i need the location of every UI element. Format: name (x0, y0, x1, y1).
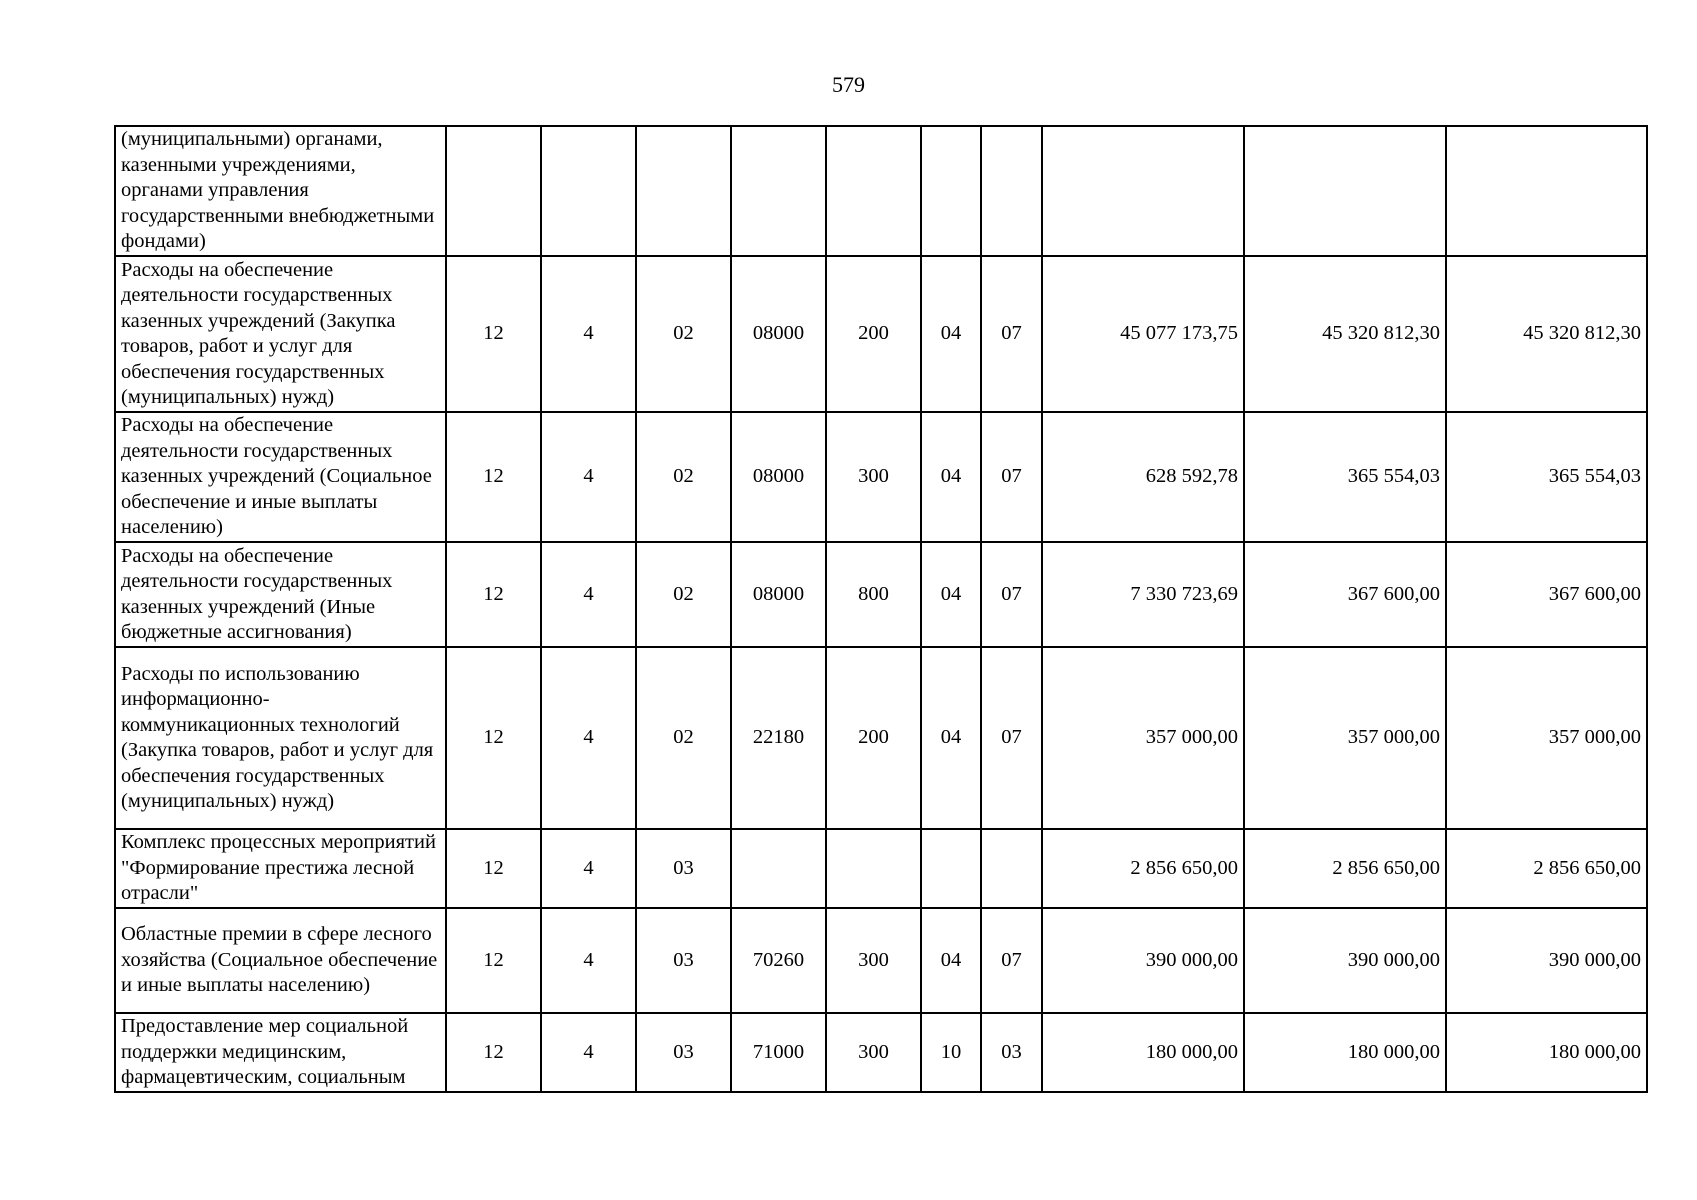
row-description: Областные премии в сфере лесного хозяйства (Социальное обеспечение и иные выплаты населению) (115, 908, 446, 1013)
table-row (115, 126, 1647, 256)
code-cell: 200 (826, 647, 921, 829)
table-row (115, 829, 1647, 908)
code-cell: 03 (636, 908, 731, 1013)
code-cell: 12 (446, 1013, 541, 1092)
code-cell: 08000 (731, 256, 826, 412)
code-cell (446, 126, 541, 256)
code-cell: 02 (636, 647, 731, 829)
amount-cell (1446, 126, 1647, 256)
amount-cell: 390 000,00 (1244, 908, 1446, 1013)
code-cell: 4 (541, 1013, 636, 1092)
amount-cell: 365 554,03 (1244, 412, 1446, 542)
row-description: Расходы на обеспечение деятельности государственных казенных учреждений (Иные бюджетные ассигнования) (115, 542, 446, 647)
amount-cell: 45 077 173,75 (1042, 256, 1244, 412)
code-cell: 02 (636, 542, 731, 647)
code-cell (636, 126, 731, 256)
row-description: Расходы на обеспечение деятельности государственных казенных учреждений (Социальное обеспечение и иные выплаты населению) (115, 412, 446, 542)
code-cell: 04 (921, 647, 981, 829)
amount-cell: 357 000,00 (1446, 647, 1647, 829)
amount-cell: 180 000,00 (1042, 1013, 1244, 1092)
code-cell: 12 (446, 647, 541, 829)
code-cell: 22180 (731, 647, 826, 829)
code-cell (826, 126, 921, 256)
amount-cell: 390 000,00 (1042, 908, 1244, 1013)
code-cell: 4 (541, 542, 636, 647)
amount-cell: 2 856 650,00 (1446, 829, 1647, 908)
code-cell: 04 (921, 412, 981, 542)
amount-cell: 45 320 812,30 (1446, 256, 1647, 412)
amount-cell (1244, 126, 1446, 256)
code-cell (981, 126, 1042, 256)
code-cell: 4 (541, 256, 636, 412)
code-cell (981, 829, 1042, 908)
code-cell: 03 (981, 1013, 1042, 1092)
code-cell: 200 (826, 256, 921, 412)
code-cell: 300 (826, 1013, 921, 1092)
code-cell: 04 (921, 542, 981, 647)
row-description: Комплекс процессных мероприятий "Формирование престижа лесной отрасли" (115, 829, 446, 908)
code-cell: 10 (921, 1013, 981, 1092)
code-cell: 07 (981, 908, 1042, 1013)
code-cell: 12 (446, 908, 541, 1013)
code-cell: 300 (826, 412, 921, 542)
code-cell (731, 126, 826, 256)
table-row (115, 1013, 1647, 1092)
page-number: 579 (832, 72, 865, 97)
amount-cell: 180 000,00 (1446, 1013, 1647, 1092)
amount-cell: 367 600,00 (1244, 542, 1446, 647)
table-row (115, 256, 1647, 412)
amount-cell: 180 000,00 (1244, 1013, 1446, 1092)
code-cell: 07 (981, 256, 1042, 412)
budget-table (114, 125, 1648, 1093)
code-cell: 4 (541, 908, 636, 1013)
code-cell: 12 (446, 542, 541, 647)
code-cell: 07 (981, 542, 1042, 647)
code-cell: 71000 (731, 1013, 826, 1092)
code-cell: 07 (981, 647, 1042, 829)
table-row (115, 908, 1647, 1013)
amount-cell: 2 856 650,00 (1244, 829, 1446, 908)
code-cell: 800 (826, 542, 921, 647)
code-cell: 12 (446, 256, 541, 412)
code-cell: 02 (636, 412, 731, 542)
row-description: Расходы по использованию информационно-коммуникационных технологий (Закупка товаров, работ и услуг для обеспечения государственных (муниципальных) нужд) (115, 647, 446, 829)
code-cell (731, 829, 826, 908)
table-row (115, 412, 1647, 542)
row-description: (муниципальными) органами, казенными учреждениями, органами управления государственными внебюджетными фондами) (115, 126, 446, 256)
row-description: Расходы на обеспечение деятельности государственных казенных учреждений (Закупка товаров, работ и услуг для обеспечения государственных (муниципальных) нужд) (115, 256, 446, 412)
amount-cell: 45 320 812,30 (1244, 256, 1446, 412)
code-cell: 03 (636, 1013, 731, 1092)
amount-cell: 390 000,00 (1446, 908, 1647, 1013)
code-cell: 300 (826, 908, 921, 1013)
table-row (115, 647, 1647, 829)
code-cell: 04 (921, 908, 981, 1013)
amount-cell: 628 592,78 (1042, 412, 1244, 542)
code-cell (826, 829, 921, 908)
amount-cell (1042, 126, 1244, 256)
amount-cell: 365 554,03 (1446, 412, 1647, 542)
code-cell: 07 (981, 412, 1042, 542)
amount-cell: 2 856 650,00 (1042, 829, 1244, 908)
table-row (115, 542, 1647, 647)
code-cell: 08000 (731, 412, 826, 542)
amount-cell: 357 000,00 (1042, 647, 1244, 829)
code-cell: 12 (446, 829, 541, 908)
code-cell: 02 (636, 256, 731, 412)
amount-cell: 7 330 723,69 (1042, 542, 1244, 647)
code-cell: 08000 (731, 542, 826, 647)
amount-cell: 367 600,00 (1446, 542, 1647, 647)
amount-cell: 357 000,00 (1244, 647, 1446, 829)
code-cell: 70260 (731, 908, 826, 1013)
code-cell: 04 (921, 256, 981, 412)
code-cell (541, 126, 636, 256)
code-cell: 03 (636, 829, 731, 908)
code-cell: 4 (541, 412, 636, 542)
code-cell: 4 (541, 829, 636, 908)
row-description: Предоставление мер социальной поддержки медицинским, фармацевтическим, социальным (115, 1013, 446, 1092)
code-cell: 12 (446, 412, 541, 542)
code-cell: 4 (541, 647, 636, 829)
code-cell (921, 829, 981, 908)
code-cell (921, 126, 981, 256)
